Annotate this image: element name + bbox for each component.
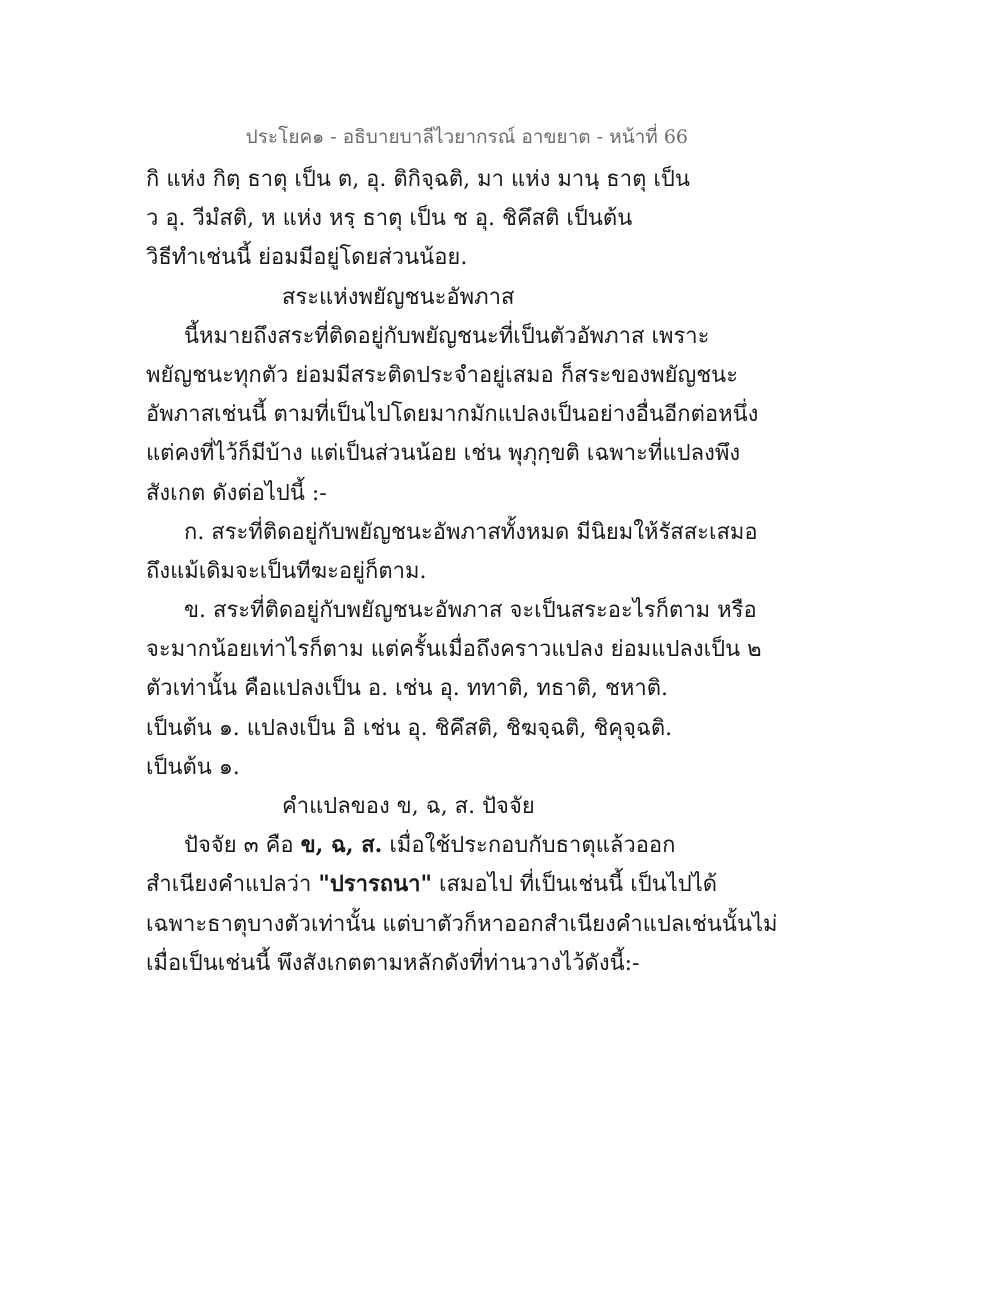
paragraph-first-line: ข. สระที่ติดอยู่กับพยัญชนะอัพภาส จะเป็นสระอะไรก็ตาม หรือ (184, 598, 757, 624)
text-line: ตัวเท่านั้น คือแปลงเป็น อ. เช่น อุ. ททาติ, ทธาติ, ชหาติ. (146, 676, 669, 702)
text-line: วิธีทำเช่นนี้ ย่อมมีอยู่โดยส่วนน้อย. (146, 245, 468, 271)
text-line: สังเกต ดังต่อไปนี้ :- (146, 480, 327, 506)
text-run: เสมอไป ที่เป็นเช่นนี้ เป็นไปได้ (431, 872, 718, 898)
text-line: ว อุ. วีมํสติ, ห แห่ง หรฺ ธาตุ เป็น ช อุ. ชิคึสติ เป็นต้น (146, 206, 633, 232)
text-line: เฉพาะธาตุบางตัวเท่านั้น แต่บาตัวก็หาออกสำเนียงคำแปลเช่นนั้นไม่ (146, 911, 778, 937)
section-heading: สระแห่งพยัญชนะอัพภาส (282, 284, 515, 310)
text-line: กิ แห่ง กิตฺ ธาตุ เป็น ต, อุ. ติกิจฺฉติ, มา แห่ง มานฺ ธาตุ เป็น (146, 167, 690, 192)
text-line: อัพภาสเช่นนี้ ตามที่เป็นไปโดยมากมักแปลงเป็นอย่างอื่นอีกต่อหนึ่ง (146, 402, 759, 428)
paragraph-first-line (146, 826, 706, 865)
bold-text-run: ข, ฉ, ส. (300, 832, 383, 859)
text-line (146, 865, 718, 904)
text-line: เมื่อเป็นเช่นนี้ พึงสังเกตตามหลักดังที่ท่านวางไว้ดังนี้:- (146, 950, 640, 976)
paragraph-first-line: นี้หมายถึงสระที่ติดอยู่กับพยัญชนะที่เป็นตัวอัพภาส เพราะ (184, 323, 710, 349)
text-run: สำเนียงคำแปลว่า (146, 872, 319, 898)
paragraph-first-line: ก. สระที่ติดอยู่กับพยัญชนะอัพภาสทั้งหมด มีนิยมให้รัสสะเสมอ (184, 519, 758, 545)
section-heading: คำแปลของ ข, ฉ, ส. ปัจจัย (282, 794, 535, 819)
text-line: เป็นต้น ๑. (146, 754, 240, 780)
text-line: จะมากน้อยเท่าไรก็ตาม แต่ครั้นเมื่อถึงคราวแปลง ย่อมแปลงเป็น ๒ (146, 637, 762, 663)
text-line: พยัญชนะทุกตัว ย่อมมีสระติดประจำอยู่เสมอ ก็สระของพยัญชนะ (146, 362, 739, 388)
text-run: เมื่อใช้ประกอบกับธาตุแล้วออก (382, 833, 676, 859)
body-text (146, 160, 778, 983)
text-line: เป็นต้น ๑. แปลงเป็น อิ เช่น อุ. ชิคึสติ, ชิฆจฺฉติ, ชิคุจฺฉติ. (146, 715, 673, 741)
text-run: ปัจจัย ๓ คือ (184, 833, 301, 859)
running-header: ประโยค๑ - อธิบายบาลีไวยากรณ์ อาขยาต - หน้าที่ 66 (245, 126, 688, 148)
text-line: ถึงแม้เดิมจะเป็นทีฆะอยู่ก็ตาม. (146, 558, 427, 584)
text-line: แต่คงที่ไว้ก็มีบ้าง แต่เป็นส่วนน้อย เช่น พุภุกฺขติ เฉพาะที่แปลงพึง (146, 441, 741, 467)
bold-text-run: "ปรารถนา" (318, 871, 432, 898)
